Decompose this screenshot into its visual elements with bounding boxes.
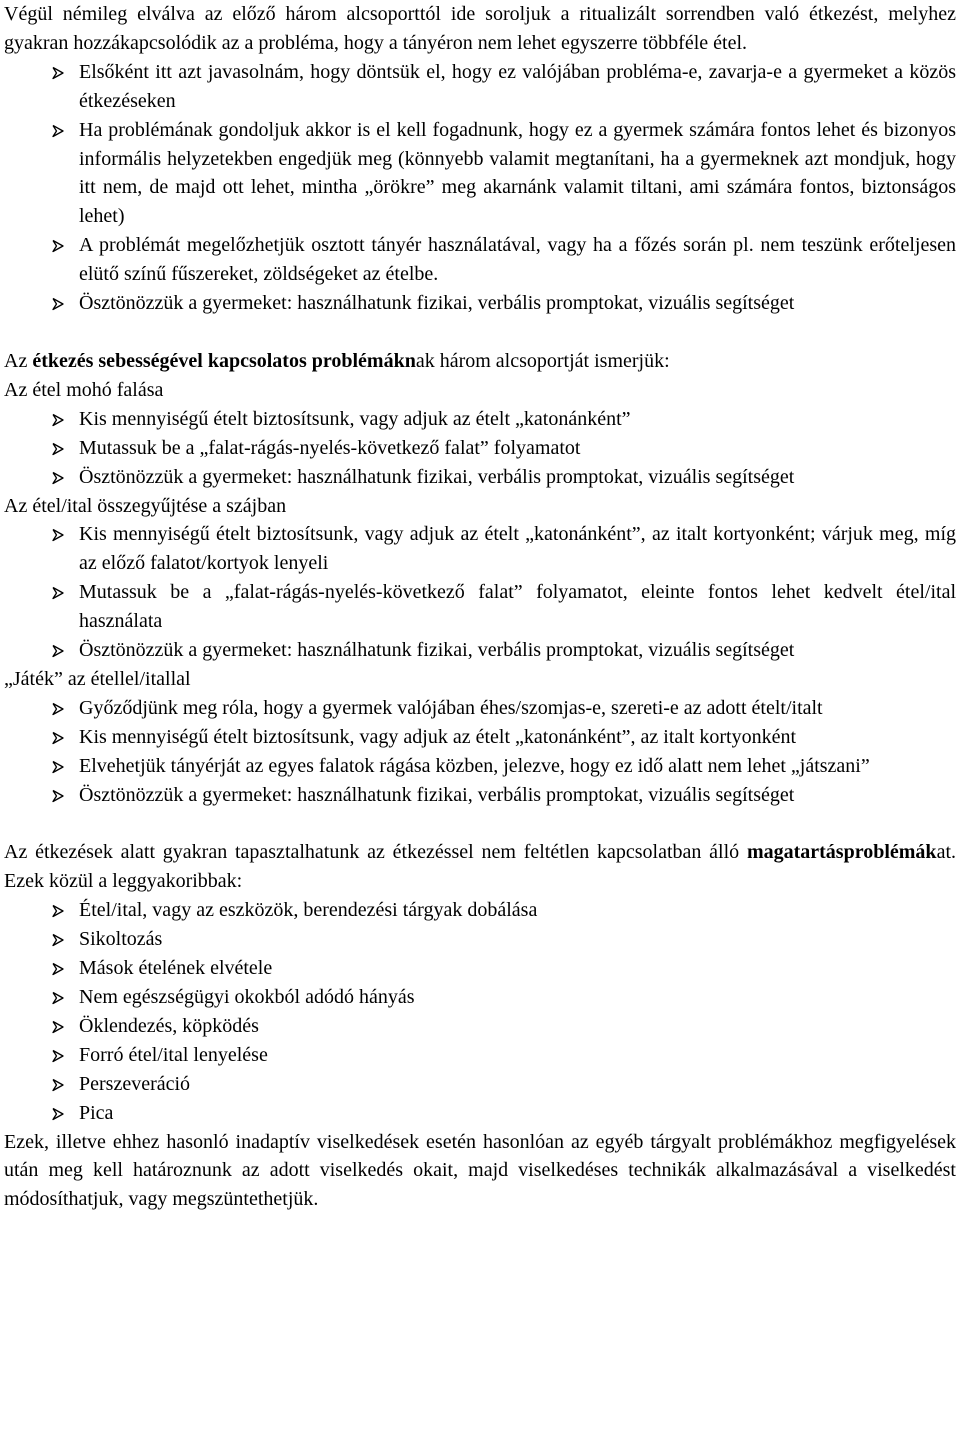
bullet-item [4,578,956,636]
speed-heading-pre: Az [4,349,33,372]
arrowhead-bullet-icon [51,644,65,658]
bullet-text: Öklendezés, köpködés [79,1014,259,1037]
behavior-post: at. Ezek közül a leggyakoribbak: [4,841,956,893]
bullet-item [4,1041,956,1070]
bullet-text: Kis mennyiségű ételt biztosítsunk, vagy adjuk az ételt „katonánként”, az italt kortyonként [79,725,797,748]
speed-problems-heading [4,347,956,376]
spacer [4,318,956,347]
bullet-text: Perszeveráció [79,1072,191,1095]
bullet-text: Pica [79,1101,114,1124]
arrowhead-bullet-icon [51,1078,65,1092]
arrowhead-bullet-icon [51,760,65,774]
bullet-text: Ösztönözzük a gyermeket: használhatunk fizikai, verbális promptokat, vizuális segítséget [79,783,795,806]
arrowhead-bullet-icon [51,991,65,1005]
bullet-text: Kis mennyiségű ételt biztosítsunk, vagy adjuk az ételt „katonánként” [79,407,631,430]
bullet-text: Ösztönözzük a gyermeket: használhatunk fizikai, verbális promptokat, vizuális segítséget [79,292,795,315]
bullet-text: Sikoltozás [79,928,163,951]
arrowhead-bullet-icon [51,66,65,80]
arrowhead-bullet-icon [51,789,65,803]
bullet-text: Mutassuk be a „falat-rágás-nyelés-következő falat” folyamatot, eleinte fontos lehet kedvelt étel/ital használata [79,581,956,633]
section-playing-with-food [4,665,956,810]
behavior-bold: magatartásproblémák [746,841,937,864]
intro-paragraph: Végül némileg elválva az előző három alcsoporttól ide soroljuk a ritualizált sorrendben való étkezést, melyhez gyakran hozzákapcsolódik az a probléma, hogy a tányéron nem lehet egyszerre többféle étel. [4,3,956,54]
section-bullet-list [4,694,956,810]
arrowhead-bullet-icon [51,586,65,600]
section-greedy-eating [4,376,956,492]
behavior-bullet-list [4,896,956,1127]
bullet-item [4,954,956,983]
bullet-item [4,781,956,810]
bullet-text: Győződjünk meg róla, hogy a gyermek valójában éhes/szomjas-e, szereti-e az adott ételt/italt [79,696,823,719]
bullet-text: A problémát megelőzhetjük osztott tányér használatával, vagy ha a főzés során pl. nem teszünk erőteljesen elütő színű fűszereket, zöldségeket az ételbe. [79,234,956,286]
bullet-text: Forró étel/ital lenyelése [79,1043,268,1066]
bullet-text: Nem egészségügyi okokból adódó hányás [79,986,415,1008]
bullet-item [4,1012,956,1041]
arrowhead-bullet-icon [51,528,65,542]
arrowhead-bullet-icon [51,904,65,918]
bullet-item [4,434,956,463]
speed-heading-bold: étkezés sebességével kapcsolatos problémákn [32,349,416,372]
section-title: „Játék” az étellel/itallal [4,667,191,690]
bullet-item [4,463,956,492]
arrowhead-bullet-icon [51,442,65,456]
bullet-text: Elvehetjük tányérját az egyes falatok rágása közben, jelezve, hogy ez idő alatt nem lehet „játszani” [79,754,870,777]
section-bullet-list [4,405,956,492]
bullet-item [4,752,956,781]
behavior-problems-paragraph [4,838,956,896]
bullet-item [4,231,956,289]
behavior-pre: Az étkezések alatt gyakran tapasztalhatunk az étkezéssel nem feltétlen kapcsolatban álló [4,841,747,864]
arrowhead-bullet-icon [51,239,65,253]
bullet-item [4,289,956,318]
bullet-text: Étel/ital, vagy az eszközök, berendezési tárgyak dobálása [79,899,538,922]
bullet-text: Kis mennyiségű ételt biztosítsunk, vagy adjuk az ételt „katonánként”, az italt kortyonként; várjuk meg, míg az előző falatot/kortyok lenyeli [79,523,956,575]
section-title: Az étel/ital összegyűjtése a szájban [4,494,287,517]
arrowhead-bullet-icon [51,124,65,138]
intro-bullet-list [4,58,956,318]
bullet-text: Ösztönözzük a gyermeket: használhatunk fizikai, verbális promptokat, vizuális segítséget [79,639,795,662]
arrowhead-bullet-icon [51,702,65,716]
bullet-text: Mutassuk be a „falat-rágás-nyelés-következő falat” folyamatot [79,436,581,459]
bullet-text: Elsőként itt azt javasolnám, hogy döntsük el, hogy ez valójában probléma-e, zavarja-e a gyermeket a közös étkezéseken [79,60,956,112]
arrowhead-bullet-icon [51,962,65,976]
arrowhead-bullet-icon [51,933,65,947]
section-bullet-list [4,520,956,665]
closing-paragraph: Ezek, illetve ehhez hasonló inadaptív viselkedések esetén hasonlóan az egyéb tárgyalt problémákhoz megfigyelések után meg kell határoznunk az adott viselkedés okait, majd viselkedéses technikák alkalmazásával a viselkedést módosíthatjuk, vagy megszüntethetjük. [4,1130,956,1211]
arrowhead-bullet-icon [51,731,65,745]
bullet-item [4,405,956,434]
bullet-item [4,58,956,116]
bullet-text: Mások ételének elvétele [79,957,273,980]
arrowhead-bullet-icon [51,413,65,427]
bullet-item [4,636,956,665]
arrowhead-bullet-icon [51,471,65,485]
bullet-item [4,723,956,752]
bullet-text: Ösztönözzük a gyermeket: használhatunk fizikai, verbális promptokat, vizuális segítséget [79,465,795,488]
speed-heading-post: ak három alcsoportját ismerjük: [415,349,670,372]
arrowhead-bullet-icon [51,297,65,311]
bullet-item [4,1099,956,1128]
bullet-item [4,520,956,578]
arrowhead-bullet-icon [51,1020,65,1034]
section-pocketing-food [4,492,956,665]
arrowhead-bullet-icon [51,1107,65,1121]
bullet-item [4,925,956,954]
bullet-item [4,116,956,232]
bullet-item [4,983,956,1012]
bullet-text: Ha problémának gondoljuk akkor is el kell fogadnunk, hogy ez a gyermek számára fontos lehet és bizonyos informális helyzetekben engedjük meg (könnyebb valamit megtanítani, ha a gyermeknek azt mondjuk, hogy itt nem, de majd ott lehet, mintha „örökre” meg akarnánk valamit tiltani, ami számára fontos, biztonságos lehet) [79,118,956,228]
section-title: Az étel mohó falása [4,378,164,401]
bullet-item [4,896,956,925]
spacer [4,809,956,838]
bullet-item [4,694,956,723]
arrowhead-bullet-icon [51,1049,65,1063]
bullet-item [4,1070,956,1099]
